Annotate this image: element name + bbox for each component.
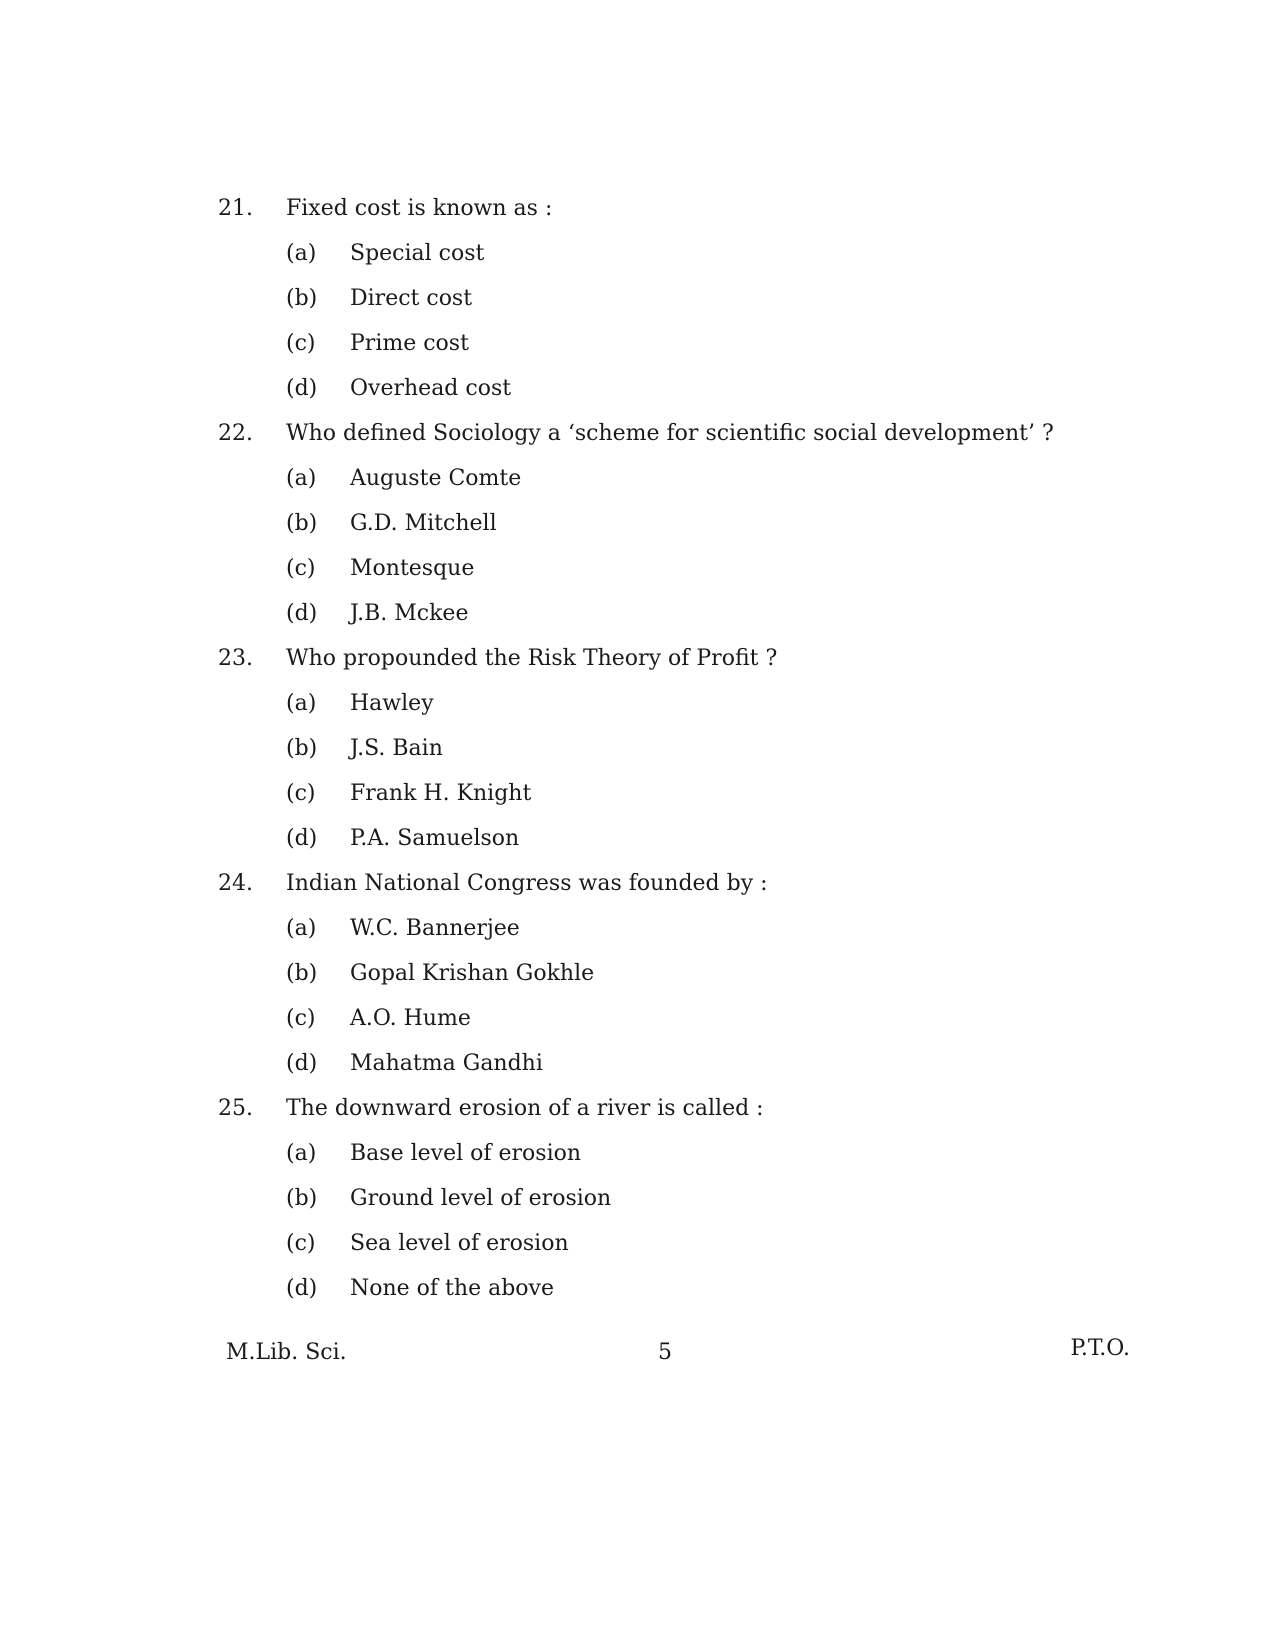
- question-stem: [218, 411, 1098, 456]
- option-text: Ground level of erosion: [350, 1186, 612, 1211]
- option-text: Sea level of erosion: [350, 1231, 569, 1256]
- option-label: (b): [286, 286, 318, 311]
- option-label: (a): [286, 241, 317, 266]
- option-b: [218, 726, 1098, 771]
- course-code: M.Lib. Sci.: [226, 1340, 347, 1365]
- option-text: Auguste Comte: [350, 466, 522, 491]
- question-number: 21.: [218, 196, 253, 221]
- option-label: (b): [286, 961, 318, 986]
- question-text: Indian National Congress was founded by :: [286, 871, 768, 896]
- option-text: G.D. Mitchell: [350, 511, 497, 536]
- option-label: (b): [286, 736, 318, 761]
- option-text: Special cost: [350, 241, 485, 266]
- question-stem: [218, 636, 1098, 681]
- question-22: [218, 411, 1098, 636]
- option-text: Hawley: [350, 691, 434, 716]
- option-b: [218, 276, 1098, 321]
- question-25: [218, 1086, 1098, 1311]
- option-text: P.A. Samuelson: [350, 826, 520, 851]
- option-label: (a): [286, 691, 317, 716]
- option-text: Mahatma Gandhi: [350, 1051, 543, 1076]
- question-24: [218, 861, 1098, 1086]
- question-text: Who defined Sociology a ‘scheme for scientific social development’ ?: [286, 421, 1054, 446]
- option-text: Direct cost: [350, 286, 473, 311]
- option-text: J.S. Bain: [350, 736, 443, 761]
- option-label: (c): [286, 1231, 316, 1256]
- page-footer: [0, 1334, 1275, 1374]
- option-a: [218, 906, 1098, 951]
- option-label: (c): [286, 781, 316, 806]
- option-a: [218, 456, 1098, 501]
- option-text: W.C. Bannerjee: [350, 916, 520, 941]
- option-text: A.O. Hume: [350, 1006, 471, 1031]
- pto-label: P.T.O.: [1070, 1336, 1130, 1361]
- question-23: [218, 636, 1098, 861]
- option-text: J.B. Mckee: [350, 601, 469, 626]
- option-text: Montesque: [350, 556, 475, 581]
- option-d: [218, 366, 1098, 411]
- option-text: Gopal Krishan Gokhle: [350, 961, 595, 986]
- option-c: [218, 771, 1098, 816]
- question-stem: [218, 1086, 1098, 1131]
- option-a: [218, 231, 1098, 276]
- question-number: 24.: [218, 871, 253, 896]
- option-label: (d): [286, 376, 318, 401]
- option-label: (d): [286, 826, 318, 851]
- question-number: 25.: [218, 1096, 253, 1121]
- option-label: (d): [286, 601, 318, 626]
- question-list: [218, 186, 1098, 1311]
- option-text: Prime cost: [350, 331, 469, 356]
- page-number: 5: [658, 1340, 672, 1365]
- option-c: [218, 1221, 1098, 1266]
- option-c: [218, 996, 1098, 1041]
- option-d: [218, 1266, 1098, 1311]
- option-label: (a): [286, 466, 317, 491]
- option-b: [218, 501, 1098, 546]
- option-d: [218, 1041, 1098, 1086]
- option-label: (d): [286, 1276, 318, 1301]
- question-number: 23.: [218, 646, 253, 671]
- question-text: Fixed cost is known as :: [286, 196, 553, 221]
- question-number: 22.: [218, 421, 253, 446]
- question-stem: [218, 861, 1098, 906]
- option-text: None of the above: [350, 1276, 554, 1301]
- option-c: [218, 321, 1098, 366]
- option-label: (c): [286, 331, 316, 356]
- option-b: [218, 1176, 1098, 1221]
- option-text: Frank H. Knight: [350, 781, 532, 806]
- option-d: [218, 591, 1098, 636]
- option-label: (b): [286, 511, 318, 536]
- option-label: (c): [286, 1006, 316, 1031]
- option-c: [218, 546, 1098, 591]
- option-label: (d): [286, 1051, 318, 1076]
- question-text: The downward erosion of a river is called :: [286, 1096, 764, 1121]
- question-text: Who propounded the Risk Theory of Profit ?: [286, 646, 778, 671]
- question-stem: [218, 186, 1098, 231]
- option-a: [218, 1131, 1098, 1176]
- question-21: [218, 186, 1098, 411]
- option-d: [218, 816, 1098, 861]
- option-a: [218, 681, 1098, 726]
- option-label: (c): [286, 556, 316, 581]
- option-label: (a): [286, 1141, 317, 1166]
- option-label: (b): [286, 1186, 318, 1211]
- option-b: [218, 951, 1098, 996]
- option-text: Overhead cost: [350, 376, 512, 401]
- option-text: Base level of erosion: [350, 1141, 582, 1166]
- option-label: (a): [286, 916, 317, 941]
